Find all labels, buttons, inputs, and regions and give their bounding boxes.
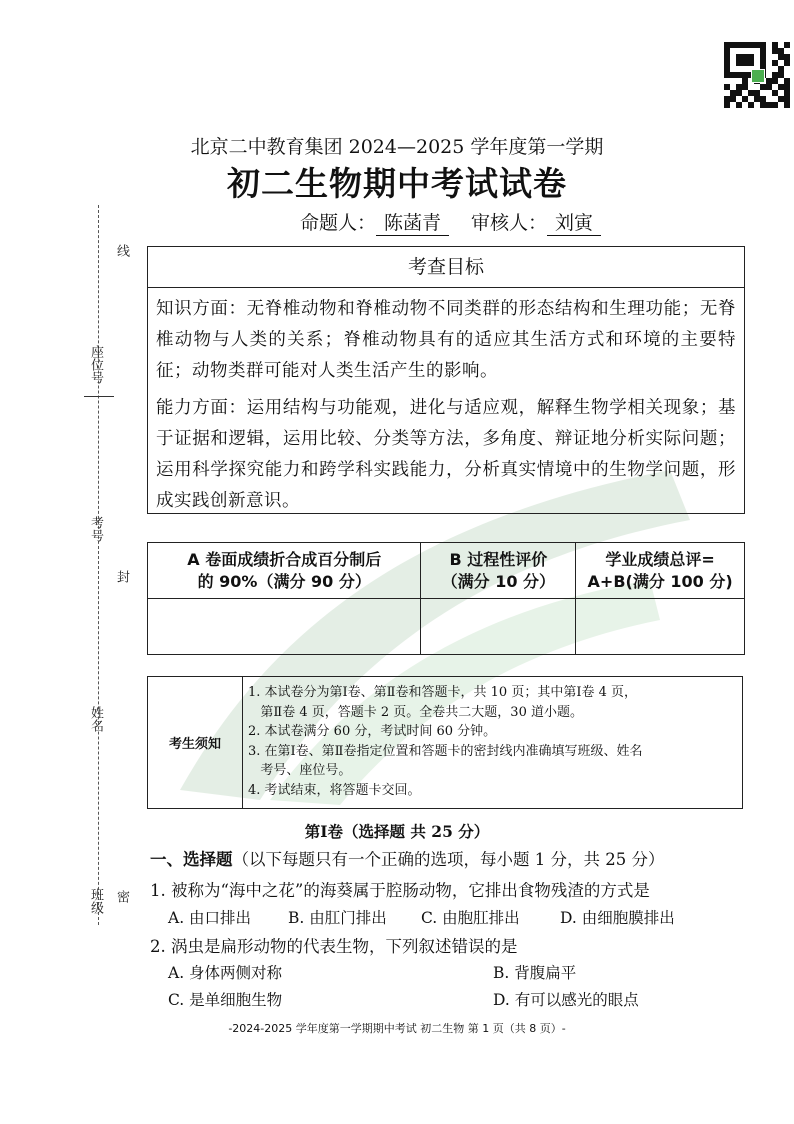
option-d[interactable]: D. 由细胞膜排出 — [560, 909, 675, 927]
option-b[interactable]: B. 背腹扁平 — [493, 964, 577, 982]
objectives-heading: 考查目标 — [148, 247, 744, 288]
score-col-a — [148, 543, 421, 599]
class-label: 班级 — [88, 888, 103, 914]
objectives-ability: 能力方面：运用结构与功能观，进化与适应观，解释生物学相关现象；基于证据和逻辑，运用比较、分类等方法，多角度、辩证地分析实际问题；运用科学探究能力和跨学科实践能力，分析真实情境中的生物学问题，形成实践创新意识。 — [156, 398, 736, 511]
section-instruction: （以下每题只有一个正确的选项，每小题 1 分，共 25 分） — [232, 850, 665, 869]
objectives-knowledge: 知识方面：无脊椎动物和脊椎动物不同类群的形态结构和生理功能；无脊椎动物与人类的关系；脊椎动物具有的适应其生活方式和环境的主要特征；动物类群可能对人类生活产生的影响。 — [156, 299, 736, 381]
notice-item: 第Ⅱ卷 4 页，答题卡 2 页。全卷共二大题，30 道小题。 — [248, 704, 583, 720]
score-col-a-line2: 的 90%（满分 90 分） — [197, 571, 371, 591]
score-col-c-line2: A+B(满分 100 分) — [587, 571, 733, 591]
reviewer-label: 审核人： — [471, 212, 548, 234]
page-footer: -2024-2025 学年度第一学期期中考试 初二生物 第 1 页（共 8 页）- — [228, 1022, 566, 1035]
score-col-b — [421, 543, 576, 599]
notice-box — [147, 676, 743, 809]
qr-module — [784, 102, 790, 108]
binding-char-seal: 封 — [114, 570, 129, 583]
reviewer-name: 刘寅 — [547, 208, 601, 236]
score-col-b-line1: B 过程性评价 — [449, 549, 548, 569]
option-c[interactable]: C. 由胞肛排出 — [421, 909, 520, 927]
exam-number-label: 考号 — [88, 516, 103, 542]
option-a[interactable]: A. 由口排出 — [168, 909, 252, 927]
seat-number-blank — [84, 396, 114, 397]
seat-number-label: 座位号 — [88, 345, 103, 384]
author-line — [300, 208, 623, 236]
exam-title: 初二生物期中考试试卷 — [227, 164, 567, 203]
section-heading-line — [150, 846, 664, 870]
notice-item: 3. 在第Ⅰ卷、第Ⅱ卷指定位置和答题卡的密封线内准确填写班级、姓名 — [248, 743, 643, 759]
name-label: 姓名 — [88, 706, 103, 732]
qr-logo-icon — [751, 69, 765, 83]
score-table — [147, 542, 745, 655]
notice-item: 4. 考试结束，将答题卡交回。 — [248, 782, 421, 798]
section-title: 第Ⅰ卷（选择题 共 25 分） — [304, 822, 490, 841]
objectives-box — [147, 246, 745, 514]
score-col-b-line2: （满分 10 分） — [441, 571, 556, 591]
question-stem: 1. 被称为“海中之花”的海葵属于腔肠动物，它排出食物残渣的方式是 — [150, 881, 650, 900]
option-a[interactable]: A. 身体两侧对称 — [168, 964, 283, 982]
author-name: 陈菡青 — [376, 208, 449, 236]
notice-label: 考生须知 — [148, 677, 243, 808]
score-cell-c[interactable] — [576, 599, 745, 655]
score-cell-b[interactable] — [421, 599, 576, 655]
score-col-c-line1: 学业成绩总评= — [605, 549, 715, 569]
binding-line — [98, 205, 99, 925]
score-col-c — [576, 543, 745, 599]
author-label: 命题人： — [300, 212, 377, 234]
notice-item: 1. 本试卷分为第Ⅰ卷、第Ⅱ卷和答题卡，共 10 页；其中第Ⅰ卷 4 页， — [248, 685, 637, 700]
score-col-a-line1: A 卷面成绩折合成百分制后 — [187, 549, 382, 569]
option-b[interactable]: B. 由肛门排出 — [288, 909, 387, 927]
question-stem: 2. 涡虫是扁形动物的代表生物，下列叙述错误的是 — [150, 937, 518, 956]
score-cell-a[interactable] — [148, 599, 421, 655]
notice-body — [248, 683, 738, 800]
qr-code — [724, 42, 790, 108]
school-term-line: 北京二中教育集团 2024—2025 学年度第一学期 — [190, 136, 604, 158]
section-heading: 一、选择题 — [150, 850, 233, 869]
binding-char-tight: 密 — [114, 890, 129, 903]
notice-item: 2. 本试卷满分 60 分，考试时间 60 分钟。 — [248, 724, 497, 739]
option-d[interactable]: D. 有可以感光的眼点 — [493, 991, 639, 1009]
notice-item: 考号、座位号。 — [248, 763, 352, 778]
binding-char-line: 线 — [114, 244, 129, 257]
option-c[interactable]: C. 是单细胞生物 — [168, 991, 283, 1009]
